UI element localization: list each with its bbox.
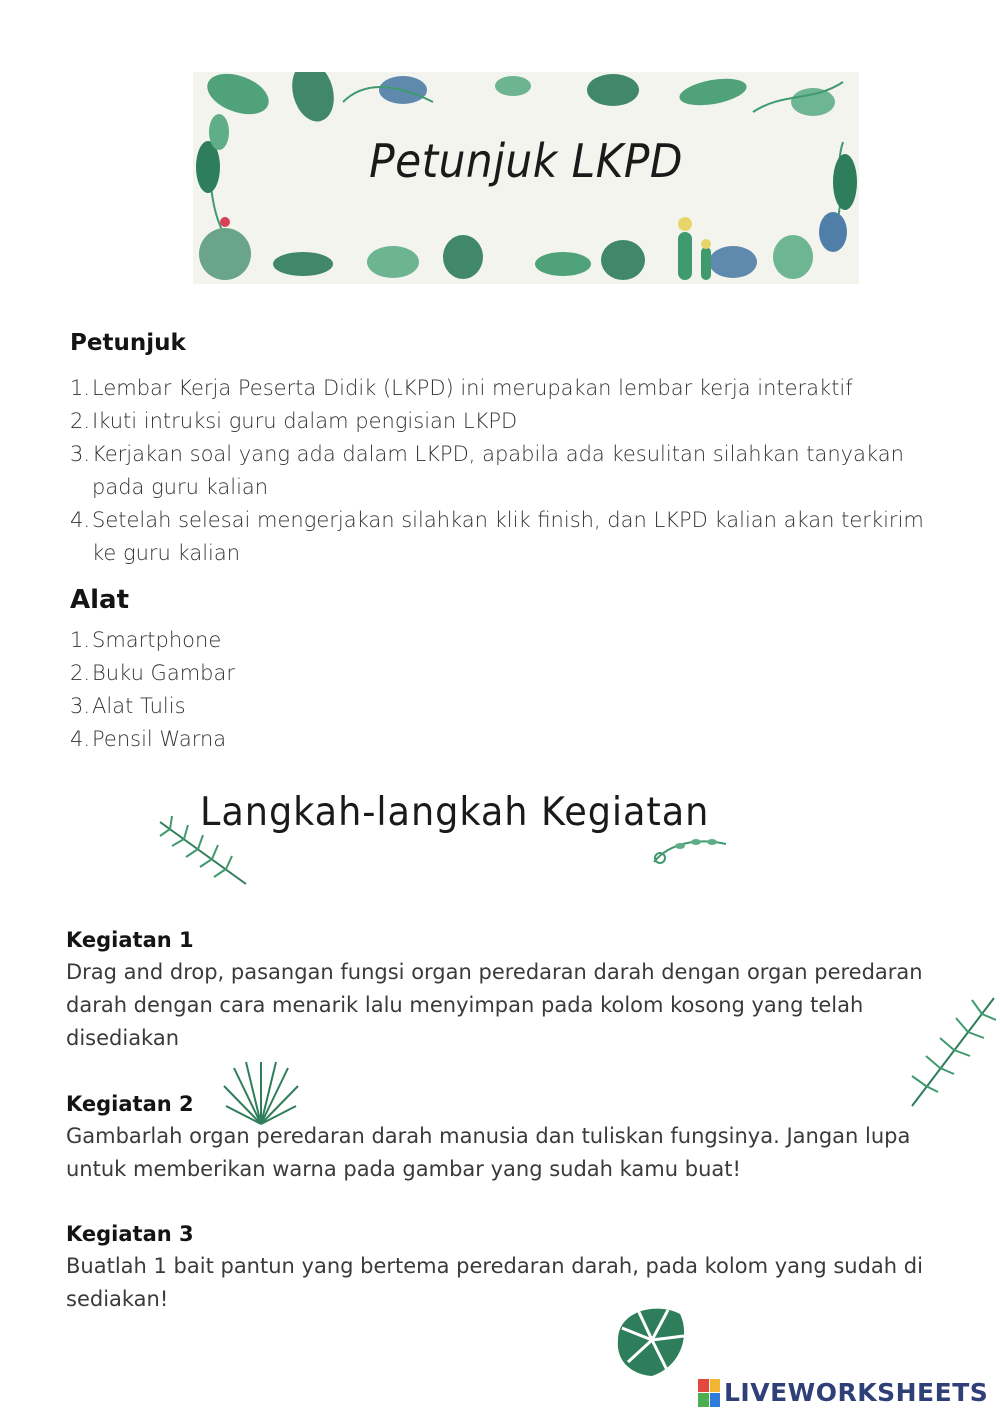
petunjuk-list xyxy=(70,372,950,570)
list-item: 2. Buku Gambar xyxy=(70,661,235,685)
palm-leaf-icon xyxy=(222,1058,300,1128)
petunjuk-heading: Petunjuk xyxy=(70,330,186,356)
list-item: 3. Kerjakan soal yang ada dalam LKPD, apabila ada kesulitan silahkan tanyakan pada guru kalian xyxy=(70,442,904,499)
kegiatan-1-title: Kegiatan 1 xyxy=(66,928,194,952)
vine-leaf-icon xyxy=(650,832,730,868)
brand-text: LIVEWORKSHEETS xyxy=(724,1378,989,1407)
alat-heading: Alat xyxy=(70,585,130,615)
list-item: 3. Alat Tulis xyxy=(70,694,186,718)
kegiatan-1-body: Drag and drop, pasangan fungsi organ peredaran darah dengan organ peredaran darah dengan cara menarik lalu menyimpan pada kolom kosong yang telah disediakan xyxy=(66,960,923,1050)
list-item: 4. Setelah selesai mengerjakan silahkan klik finish, dan LKPD kalian akan terkirim ke guru kalian xyxy=(70,508,924,565)
banner-title: Petunjuk LKPD xyxy=(369,134,683,188)
liveworksheets-logo xyxy=(698,1378,988,1407)
list-item: 1. Smartphone xyxy=(70,628,222,652)
list-item: 2. Ikuti intruksi guru dalam pengisian LKPD xyxy=(70,409,518,433)
fern-leaf-icon xyxy=(888,994,998,1110)
kegiatan-3-body: Buatlah 1 bait pantun yang bertema peredaran darah, pada kolom yang sudah di sediakan! xyxy=(66,1254,923,1311)
alat-list xyxy=(70,624,470,756)
title-banner xyxy=(193,72,859,284)
list-item: 1. Lembar Kerja Peserta Didik (LKPD) ini merupakan lembar kerja interaktif xyxy=(70,376,853,400)
monstera-leaf-icon xyxy=(608,1300,690,1380)
kegiatan-2-title: Kegiatan 2 xyxy=(66,1092,194,1116)
liveworksheets-icon xyxy=(698,1379,720,1407)
kegiatan-2-body: Gambarlah organ peredaran darah manusia dan tuliskan fungsinya. Jangan lupa untuk memberikan warna pada gambar yang sudah kamu buat! xyxy=(66,1124,911,1181)
kegiatan-3-title: Kegiatan 3 xyxy=(66,1222,194,1246)
list-item: 4. Pensil Warna xyxy=(70,727,227,751)
langkah-heading: Langkah-langkah Kegiatan xyxy=(200,790,710,835)
